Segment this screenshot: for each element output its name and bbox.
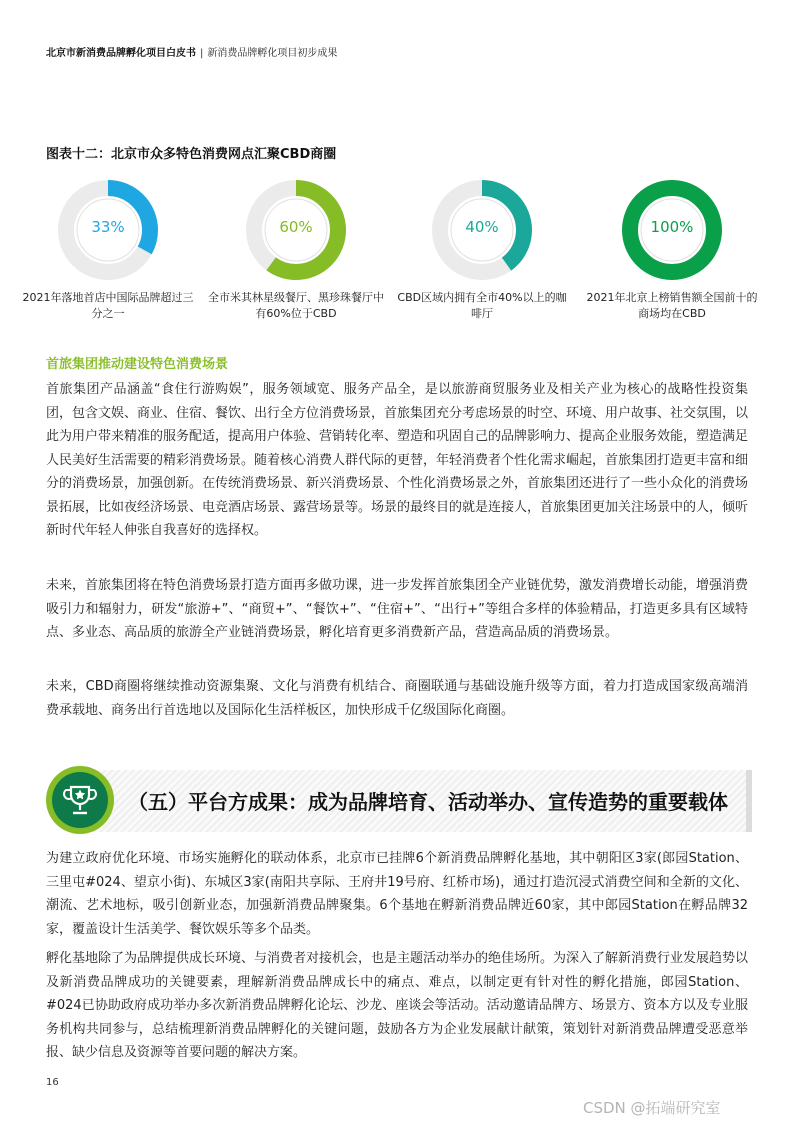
watermark: CSDN @拓端研究室	[583, 1099, 721, 1117]
section-heading: 首旅集团推动建设特色消费场景	[46, 357, 229, 372]
banner-title: （五）平台方成果：成为品牌培育、活动举办、宣传造势的重要载体	[128, 790, 728, 814]
trophy-icon	[60, 780, 100, 820]
stat-card	[206, 180, 386, 380]
stat-caption: 2021年落地首店中国际品牌超过三分之一	[22, 291, 194, 320]
stat-caption: 2021年北京上榜销售额全国前十的商场均在CBD	[586, 291, 758, 320]
figure-title: 图表十二：北京市众多特色消费网点汇聚CBD商圈	[46, 147, 337, 162]
header-separator: |	[200, 48, 204, 59]
stat-value: 60%	[279, 218, 313, 236]
stat-caption: CBD区域内拥有全市40%以上的咖啡厅	[397, 291, 567, 320]
stat-caption: 全市米其林星级餐厅、黑珍珠餐厅中有60%位于CBD	[208, 291, 384, 320]
stat-value: 33%	[91, 218, 125, 236]
banner-badge	[46, 766, 114, 834]
body-paragraph: 孵化基地除了为品牌提供成长环境、与消费者对接机会，也是主题活动举办的绝佳场所。为深入了解新消费行业发展趋势以及新消费品牌成功的关键要素，理解新消费品牌成长中的痛点、难点，以制定更有针对性的孵化措施，郎园Station、#024已协助政府成功举办多次新消费品牌孵化论坛、沙龙、座谈会等活动。活动邀请品牌方、场景方、资本方以及专业服务机构共同参与，总结梳理新消费品牌孵化的关键问题，鼓励各方为企业发展献计献策，策划针对新消费品牌遭受恶意举报、缺少信息及资源等首要问题的解决方案。	[46, 951, 749, 1060]
stat-value: 100%	[650, 218, 694, 236]
body-paragraph: 未来，首旅集团将在特色消费场景打造方面再多做功课，进一步发挥首旅集团全产业链优势，激发消费增长动能，增强消费吸引力和辐射力，研发“旅游+”、“商贸+”、“餐饮+”、“住宿+”、“出行+”等组合多样的体验精品，打造更多具有区域特点、多业态、高品质的旅游全产业链消费场景，孵化培育更多消费新产品，营造高品质的消费场景。	[46, 578, 749, 640]
stat-value: 40%	[465, 218, 499, 236]
stat-card	[18, 180, 198, 380]
body-paragraph: 未来，CBD商圈将继续推动资源集聚、文化与消费有机结合、商圈联通与基础设施升级等方面，着力打造成国家级高端消费承载地、商务出行首选地以及国际化生活样板区，加快形成千亿级国际化商圈。	[46, 679, 748, 718]
body-paragraph: 首旅集团产品涵盖“食住行游购娱”，服务领域宽、服务产品全，是以旅游商贸服务业及相关产业为核心的战略性投资集团，包含文娱、商业、住宿、餐饮、出行全方位消费场景，首旅集团充分考虑场景的时空、环境、用户故事、社交氛围，以此为用户带来精准的服务配适，提高用户体验、营销转化率、塑造和巩固自己的品牌影响力、提高企业服务效能，塑造满足人民美好生活需要的精彩消费场景。随着核心消费人群代际的更替，年轻消费者个性化需求崛起，首旅集团打造更丰富和细分的消费场景，加强创新。在传统消费场景、新兴消费场景、个性化消费场景之外，首旅集团还进行了一些小众化的消费场景拓展，比如夜经济场景、电竞酒店场景、露营场景等。场景的最终目的就是连接人，首旅集团更加关注场景中的人，倾听新时代年轻人伸张自我喜好的选择权。	[46, 382, 749, 538]
section-banner	[46, 766, 746, 836]
body-paragraph: 为建立政府优化环境、市场实施孵化的联动体系，北京市已挂牌6个新消费品牌孵化基地，其中朝阳区3家(郎园Station、三里屯#024、望京小街)、东城区3家(南阳共享际、王府井19号府、红桥市场)，通过打造沉浸式消费空间和全新的文化、潮流、艺术地标，吸引创新业态，加强新消费品牌聚集。6个基地在孵新消费品牌近60家，其中郎园Station在孵品牌32家，覆盖设计生活美学、餐饮娱乐等多个品类。	[46, 851, 748, 937]
stat-card	[392, 180, 572, 380]
stat-card	[582, 180, 762, 380]
header-section: 新消费品牌孵化项目初步成果	[207, 48, 338, 59]
running-header	[46, 44, 337, 59]
page-number: 16	[46, 1077, 59, 1088]
document-title: 北京市新消费品牌孵化项目白皮书	[46, 48, 196, 59]
